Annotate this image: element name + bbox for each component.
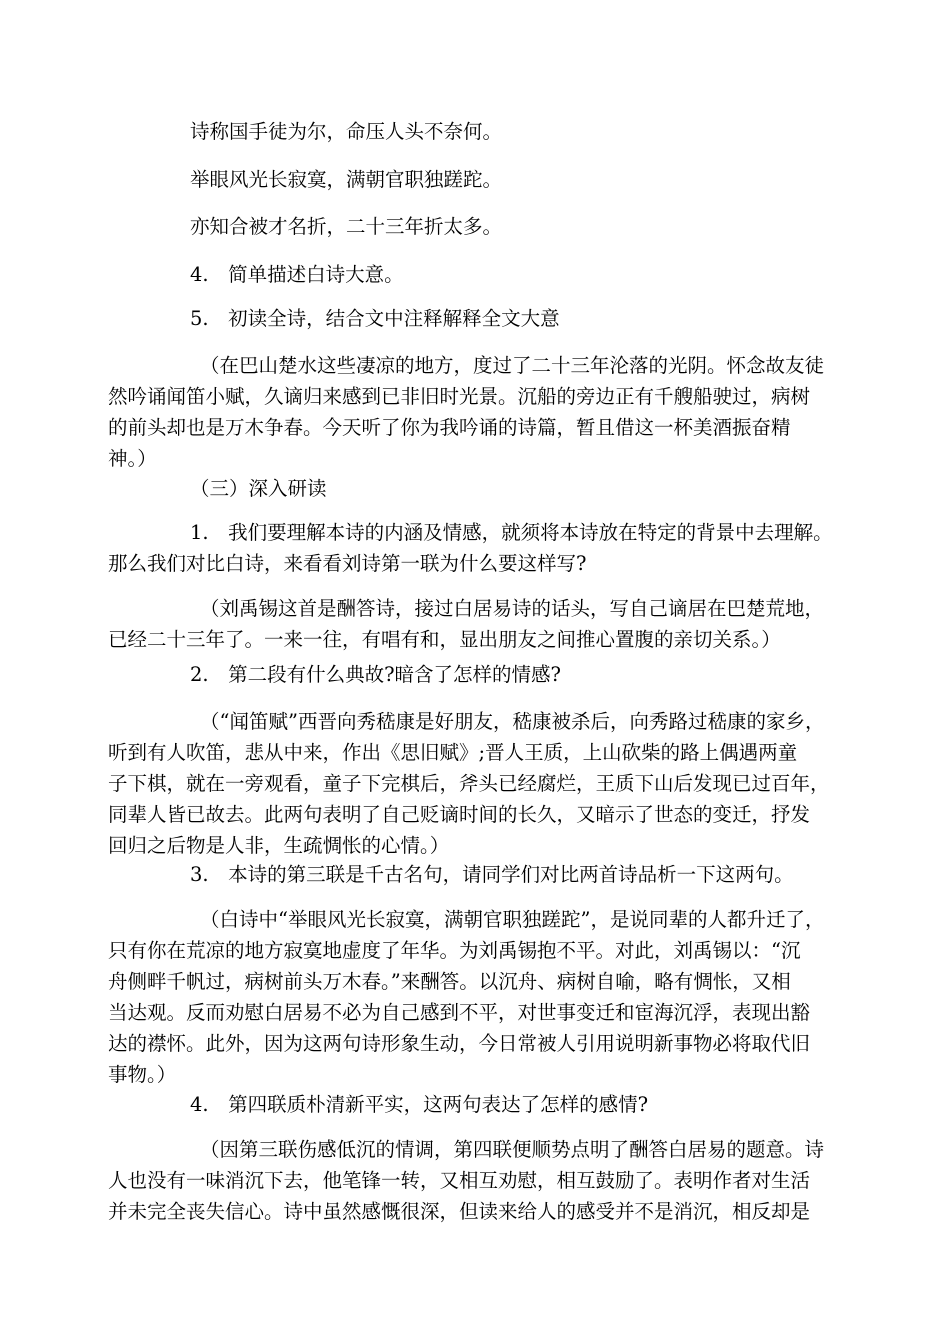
text-line: （白诗中“举眼风光长寂寞，满朝官职独蹉跎”，是说同辈的人都升迁了， (200, 908, 825, 931)
text-line: 子下棋，就在一旁观看，童子下完棋后，斧头已经腐烂，王质下山后发现已过百年， (108, 772, 830, 795)
text-line: 回归之后物是人非，生疏惆怅的心情。） (108, 834, 450, 857)
answer-3 (108, 904, 850, 1090)
text-line: 1. 我们要理解本诗的内涵及情感，就须将本诗放在特定的背景中去理解。 (190, 521, 833, 544)
text-line: 人也没有一味消沉下去，他笔锋一转，又相互劝慰，相互鼓励了。表明作者对生活 (108, 1169, 811, 1192)
task-item-5: 5. 初读全诗，结合文中注释解释全文大意 (190, 307, 560, 330)
text-line: （刘禹锡这首是酬答诗，接过白居易诗的话头，写自己谪居在巴楚荒地， (200, 597, 825, 620)
task-item-4: 4. 简单描述白诗大意。 (190, 263, 404, 286)
answer-1 (108, 593, 850, 655)
text-line: （因第三联伤感低沉的情调，第四联便顺势点明了酬答白居易的题意。诗 (200, 1138, 825, 1161)
answer-paragraph-5 (108, 350, 850, 474)
poem-line: 诗称国手徒为尔，命压人头不奈何。 (190, 120, 503, 143)
text-line: 神。） (108, 447, 157, 470)
text-line: 那么我们对比白诗，来看看刘诗第一联为什么要这样写? (108, 552, 587, 575)
text-line: 当达观。反而劝慰白居易不必为自己感到不平，对世事变迁和宦海沉浮，表现出豁 (108, 1001, 811, 1024)
question-2: 2. 第二段有什么典故?暗含了怎样的情感? (190, 663, 562, 686)
text-line: 然吟诵闻笛小赋，久谪归来感到已非旧时光景。沉船的旁边正有千艘船驶过，病树 (108, 385, 811, 408)
text-line: 的前头却也是万木争春。今天听了你为我吟诵的诗篇，暂且借这一杯美酒振奋精 (108, 416, 791, 439)
text-line: 已经二十三年了。一来一往，有唱有和，显出朋友之间推心置腹的亲切关系。） (108, 628, 781, 651)
text-line: 只有你在荒凉的地方寂寞地虚度了年华。为刘禹锡抱不平。对此，刘禹锡以：“沉 (108, 939, 801, 962)
poem-line: 亦知合被才名折，二十三年折太多。 (190, 215, 503, 238)
text-line: （在巴山楚水这些凄凉的地方，度过了二十三年沦落的光阴。怀念故友徒 (200, 354, 825, 377)
section-heading: （三）深入研读 (190, 477, 327, 500)
text-line: 达的襟怀。此外，因为这两句诗形象生动，今日常被人引用说明新事物必将取代旧 (108, 1032, 811, 1055)
text-line: 事物。） (108, 1063, 177, 1086)
text-line: 同辈人皆已故去。此两句表明了自己贬谪时间的长久，又暗示了世态的变迁，抒发 (108, 803, 811, 826)
text-line: 并未完全丧失信心。诗中虽然感慨很深，但读来给人的感受并不是消沉，相反却是 (108, 1200, 811, 1223)
text-line: 听到有人吹笛，悲从中来，作出《思旧赋》;晋人王质，上山砍柴的路上偶遇两童 (108, 741, 798, 764)
text-line: （“闻笛赋”西晋向秀嵇康是好朋友，嵇康被杀后，向秀路过嵇康的家乡， (200, 710, 825, 733)
answer-4 (108, 1134, 850, 1227)
text-line: 舟侧畔千帆过，病树前头万木春。”来酬答。以沉舟、病树自喻，略有惆怅，又相 (108, 970, 791, 993)
question-3: 3. 本诗的第三联是千古名句，请同学们对比两首诗品析一下这两句。 (190, 863, 794, 886)
question-1 (108, 517, 850, 579)
question-4: 4. 第四联质朴清新平实，这两句表达了怎样的感情? (190, 1093, 649, 1116)
poem-line: 举眼风光长寂寞，满朝官职独蹉跎。 (190, 168, 503, 191)
answer-2 (108, 706, 850, 861)
